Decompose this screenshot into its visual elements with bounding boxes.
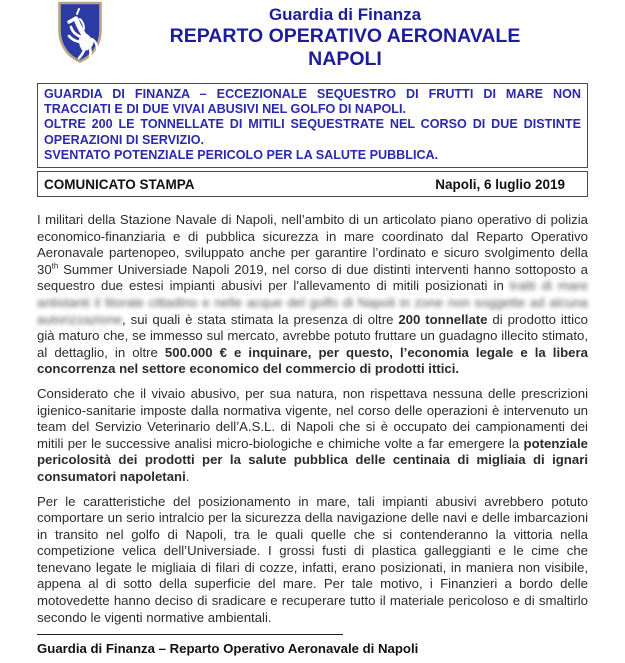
paragraph: I militari della Stazione Navale di Napoli, nell’ambito di un articolato piano operativo di polizia economico-finanziaria e di pubblica sicurezza in mare coordinato dal Reparto Operativo Aeronavale partenopeo, sviluppato anche per garantire l’ordinato e sicuro svolgimento della 30th Summer Universiade Napoli 2019, nel corso di due distinti interventi hanno sottoposto a sequestro due estesi impianti abusivi per l’allevamento di mitili posizionati in tratti di mare antistanti il litorale cittadino e nelle acque del golfo di Napoli in zone non soggette ad alcuna autorizzazione, sui quali è stata stimata la presenza di oltre 200 tonnellate di prodotto ittico già maturo che, se immesso sul mercato, avrebbe potuto fruttare un guadagno illecito stimato, al dettaglio, in oltre 500.000 € e inquinare, per questo, l’economia legale e la libera concorrenza nel settore economico del commercio di prodotti ittici. [37, 212, 588, 377]
paragraph: Per le caratteristiche del posizionamento in mare, tali impianti abusivi avrebbero potuto comportare un serio intralcio per la sicurezza della navigazione delle navi e delle imbarcazioni in transito nel golfo di Napoli, tra le quali quelle che si contenderanno la vittoria nella competizione velica dell’Universiade. I grossi fusti di plastica galleggianti e le cime che tenevano legate le migliaia di filari di cozze, infatti, erano posizionati, in maniera non visibile, appena al di sotto della superficie del mare. Per tale motivo, i Finanzieri a bordo delle motovedette hanno deciso di sradicare e recuperare tutto il materiale pericoloso e di smaltirlo secondo le vigenti normative ambientali. [37, 493, 588, 625]
signature-rule [37, 634, 343, 635]
department-title: REPARTO OPERATIVO AERONAVALE [169, 25, 521, 47]
headline-sentence: OLTRE 200 LE TONNELLATE DI MITILI SEQUESTRATE NEL CORSO DI DUE DISTINTE OPERAZIONI DI SERVIZIO. [44, 117, 581, 147]
guardia-di-finanza-crest-icon [57, 1, 103, 63]
signature-line: Guardia di Finanza – Reparto Operativo Aeronavale di Napoli [37, 641, 419, 657]
headline-box [37, 83, 588, 168]
headline-sentence: SVENTATO POTENZIALE PERICOLO PER LA SALUTE PUBBLICA. [44, 147, 439, 162]
document-footer [37, 634, 588, 656]
redacted-text: tratti di mare antistanti il litorale cittadino e nelle acque del golfo di Napoli in zone non soggette ad alcuna autorizzazione [37, 278, 588, 327]
press-release-bar [37, 171, 588, 197]
paragraph: Considerato che il vivaio abusivo, per sua natura, non rispettava nessuna delle prescrizioni igienico-sanitarie imposte dalla normativa vigente, nel corso delle operazioni è intervenuto un team del Servizio Veterinario dell’A.S.L. di Napoli che si è occupato dei campionamenti dei mitili per le successive analisi micro-biologiche e chimiche volte a far emergere la potenziale pericolosità dei prodotti per la salute pubblica delle centinaia di migliaia di ignari consumatori napoletani. [37, 385, 588, 484]
headline-sentence: GUARDIA DI FINANZA – ECCEZIONALE SEQUESTRO DI FRUTTI DI MARE NON TRACCIATI E DI DUE VIVAI ABUSIVI NEL GOLFO DI NAPOLI. [44, 87, 581, 117]
org-title: Guardia di Finanza [268, 5, 422, 24]
dateline: Napoli, 6 luglio 2019 [435, 176, 565, 192]
press-release-label: COMUNICATO STAMPA [44, 176, 195, 192]
header-titles [100, 0, 590, 71]
city-title: NAPOLI [308, 48, 382, 70]
document-header [37, 0, 588, 75]
body-text [37, 212, 588, 626]
